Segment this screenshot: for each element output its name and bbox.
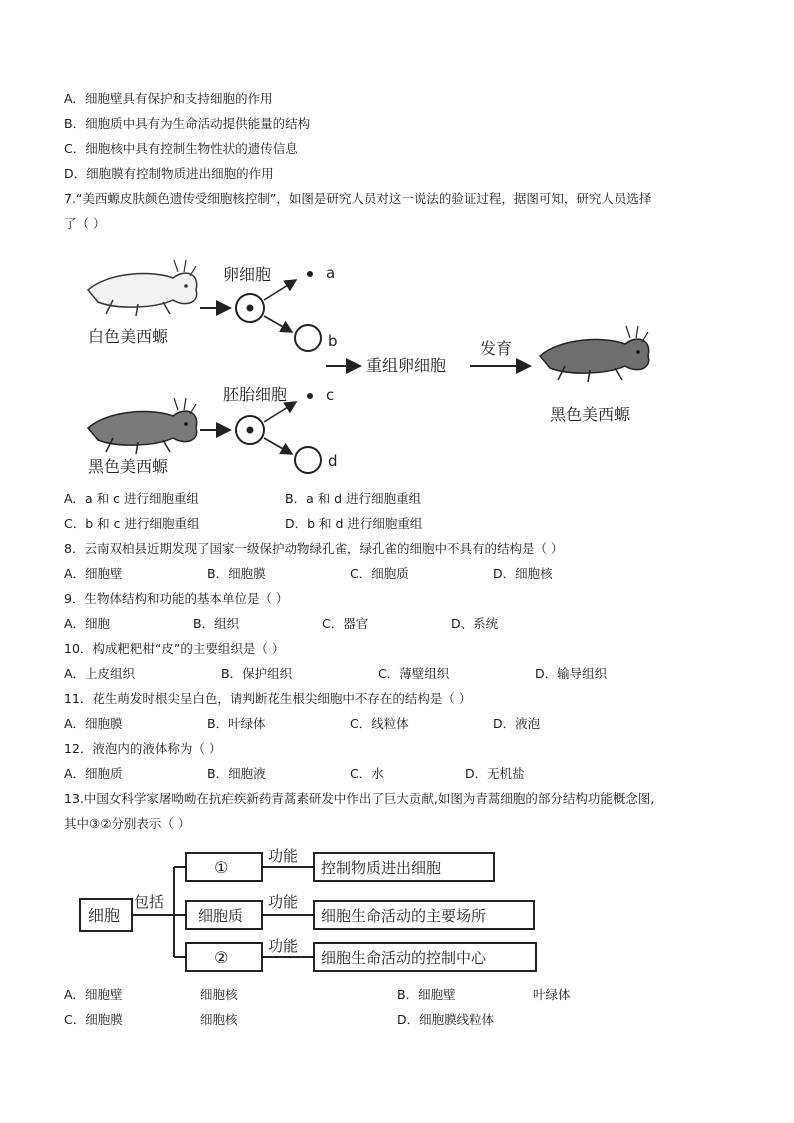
item-mid-label: 细胞质 — [198, 907, 244, 925]
cytoplasm-b — [295, 325, 321, 351]
result-axolotl-label: 黑色美西螈 — [550, 405, 631, 424]
q13-option-d: D．细胞膜线粒体 — [397, 1012, 495, 1027]
q10-stem: 10．构成粑粑柑“皮”的主要组织是（ ） — [64, 641, 285, 656]
q6-option-b: B．细胞质中具有为生命活动提供能量的结构 — [64, 116, 311, 131]
item1-label: ① — [214, 858, 229, 877]
q10-option-d: D．输导组织 — [535, 666, 608, 681]
q13-option-b-second: 叶绿体 — [533, 987, 571, 1002]
q13-option-b: B．细胞壁 — [397, 987, 456, 1002]
q7-stem-line1: 7.“美西螈皮肤颜色遗传受细胞核控制”，如图是研究人员对这一说法的验证过程，据图可知，研究人员选择 — [64, 191, 652, 206]
q11-option-a: A．细胞膜 — [64, 716, 123, 731]
q12-option-a: A．细胞质 — [64, 766, 123, 781]
recombined-egg-label: 重组卵细胞 — [366, 356, 447, 375]
q13-stem-line1: 13.中国女科学家屠呦呦在抗疟疾新药青蒿素研发中作出了巨大贡献,如图为青蒿细胞的部分结构功能概念图, — [64, 791, 655, 806]
q13-option-c: C．细胞膜 — [64, 1012, 123, 1027]
result-axolotl-illustration — [540, 326, 649, 382]
q11-option-b: B．叶绿体 — [207, 716, 266, 731]
develop-label: 发育 — [480, 339, 513, 358]
q11-option-d: D．液泡 — [493, 716, 541, 731]
q9-option-c: C．器官 — [322, 616, 369, 631]
white-axolotl-illustration — [88, 260, 197, 316]
label-c: c — [326, 386, 335, 404]
q9-stem: 9．生物体结构和功能的基本单位是（ ） — [64, 591, 289, 606]
q13-option-a-second: 细胞核 — [200, 987, 238, 1002]
q13-stem-line2: 其中③②分别表示（ ） — [64, 816, 191, 831]
label-a: a — [326, 264, 336, 282]
q12-option-c: C．水 — [350, 766, 384, 781]
q9-option-b: B．组织 — [193, 616, 240, 631]
desc1-label: 控制物质进出细胞 — [321, 859, 442, 877]
q11-option-c: C．线粒体 — [350, 716, 409, 731]
q7-stem-line2: 了（ ） — [64, 216, 106, 231]
q7-option-d: D．b 和 d 进行细胞重组 — [285, 516, 423, 531]
q6-option-a: A．细胞壁具有保护和支持细胞的作用 — [64, 91, 273, 106]
q8-option-b: B．细胞膜 — [207, 566, 266, 581]
q13-concept-map — [74, 845, 554, 975]
desc3-label: 细胞生命活动的控制中心 — [321, 949, 487, 967]
func2-label: 功能 — [268, 893, 299, 911]
egg-cell-label: 卵细胞 — [223, 265, 272, 284]
q11-stem: 11．花生萌发时根尖呈白色，请判断花生根尖细胞中不存在的结构是（ ） — [64, 691, 472, 706]
q7-option-b: B．a 和 d 进行细胞重组 — [285, 491, 422, 506]
item2-label: ② — [214, 948, 229, 967]
cell-label: 细胞 — [88, 906, 121, 925]
q10-option-b: B．保护组织 — [221, 666, 293, 681]
q6-option-d: D．细胞膜有控制物质进出细胞的作用 — [64, 166, 274, 181]
white-axolotl-label: 白色美西螈 — [88, 327, 169, 346]
q9-option-a: A．细胞 — [64, 616, 111, 631]
func1-label: 功能 — [268, 847, 299, 865]
include-label: 包括 — [134, 893, 165, 911]
q7-figure — [78, 250, 678, 485]
q12-option-b: B．细胞液 — [207, 766, 266, 781]
embryo-cell-label: 胚胎细胞 — [223, 385, 288, 404]
nucleus-a — [307, 271, 313, 277]
q8-stem: 8．云南双柏县近期发现了国家一级保护动物绿孔雀，绿孔雀的细胞中不具有的结构是（ ） — [64, 541, 564, 556]
egg-nucleus — [247, 305, 254, 312]
q10-option-a: A．上皮组织 — [64, 666, 136, 681]
desc2-label: 细胞生命活动的主要场所 — [321, 907, 487, 925]
q12-option-d: D．无机盐 — [465, 766, 525, 781]
q8-option-a: A．细胞壁 — [64, 566, 123, 581]
q12-stem: 12．液泡内的液体称为（ ） — [64, 741, 222, 756]
nucleus-c — [307, 393, 313, 399]
q7-option-c: C．b 和 c 进行细胞重组 — [64, 516, 200, 531]
q10-option-c: C．薄壁组织 — [378, 666, 450, 681]
embryo-nucleus — [247, 427, 254, 434]
q13-option-a: A．细胞壁 — [64, 987, 123, 1002]
q8-option-d: D．细胞核 — [493, 566, 553, 581]
cytoplasm-d — [295, 447, 321, 473]
q6-option-c: C．细胞核中具有控制生物性状的遗传信息 — [64, 141, 298, 156]
func3-label: 功能 — [268, 937, 299, 955]
q7-option-a: A．a 和 c 进行细胞重组 — [64, 491, 200, 506]
q8-option-c: C．细胞质 — [350, 566, 409, 581]
label-b: b — [328, 332, 338, 350]
q9-option-d: D、系统 — [451, 616, 499, 631]
q13-option-c-second: 细胞核 — [200, 1012, 238, 1027]
label-d: d — [328, 452, 338, 470]
black-axolotl-illustration — [88, 398, 197, 454]
black-axolotl-label: 黑色美西螈 — [88, 457, 169, 476]
